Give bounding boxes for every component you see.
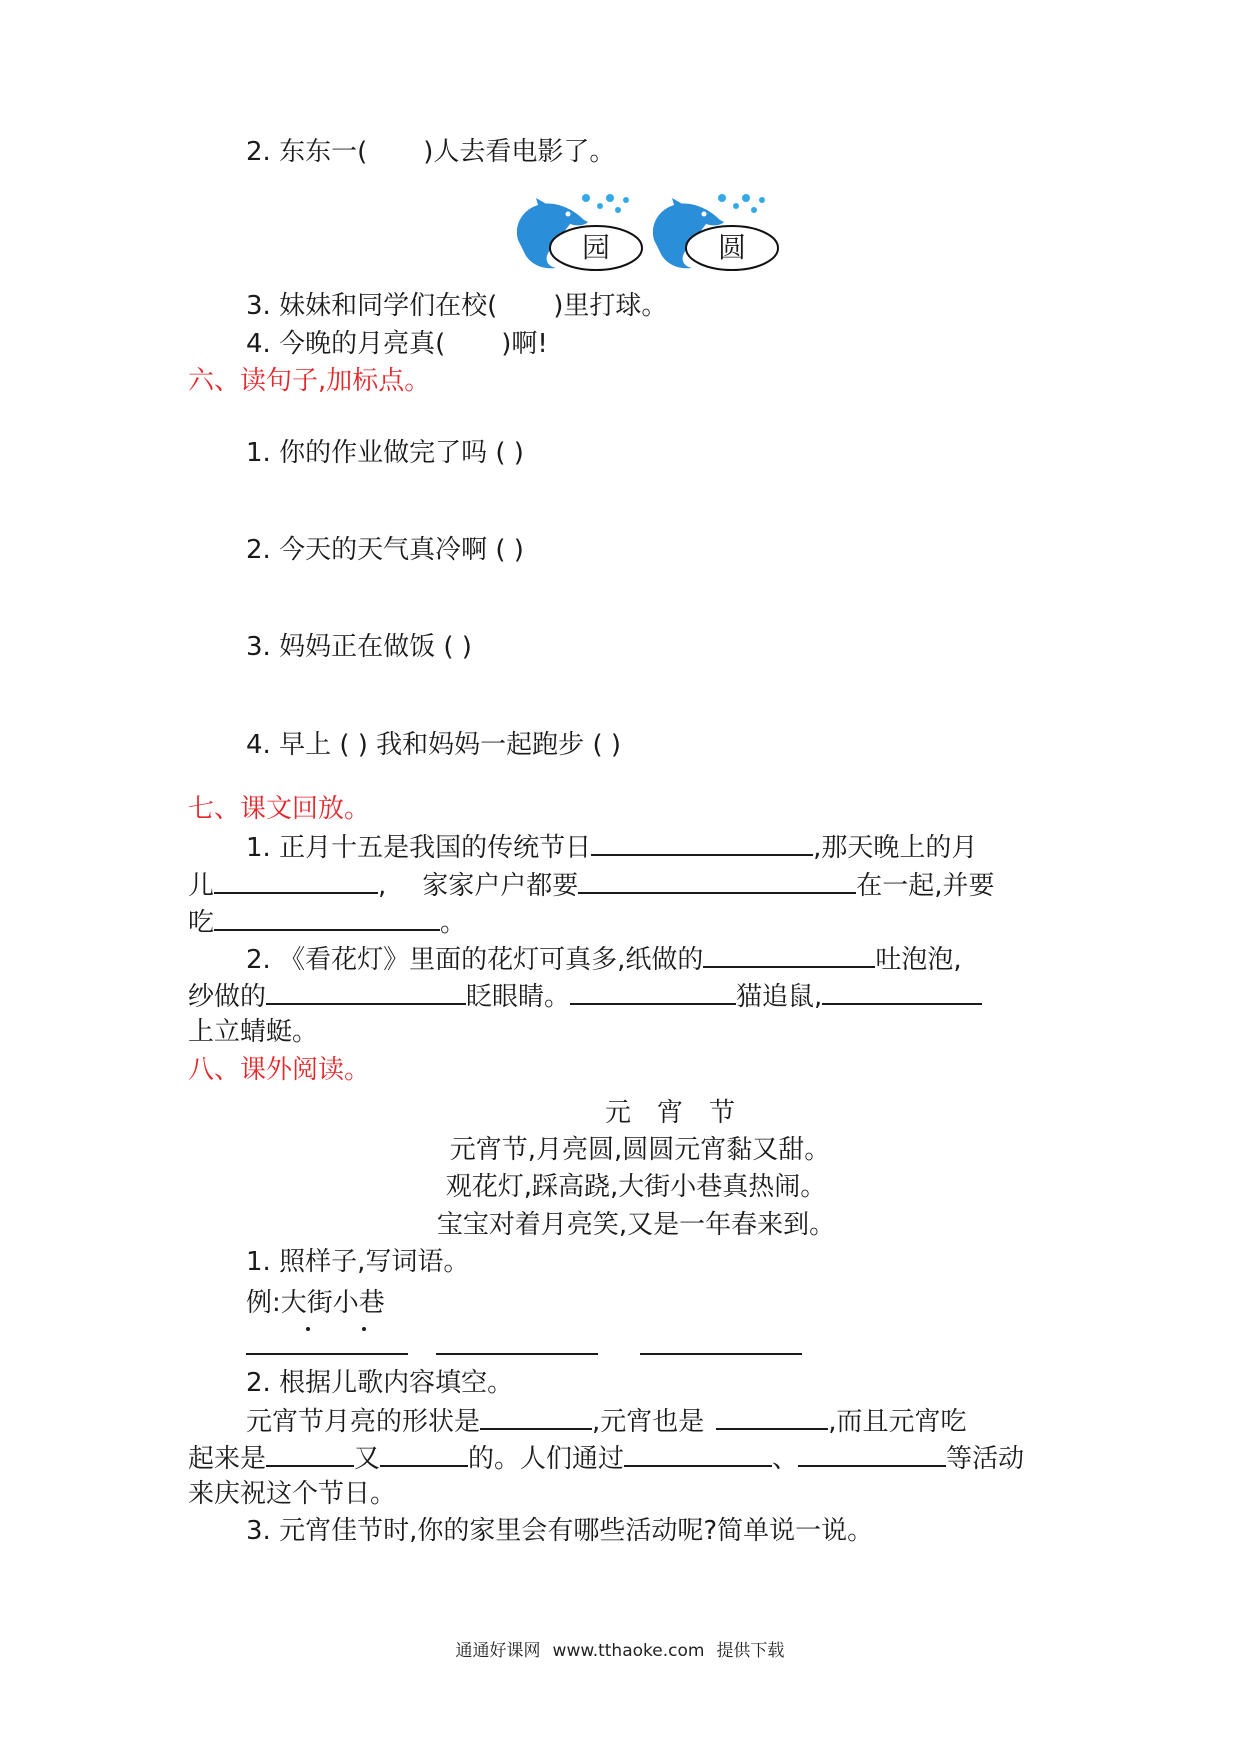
s8-q2-line-2: 起来是 又 的。人们通过 、 等活动 (188, 1439, 1024, 1477)
punctuation-blank[interactable]: ( ) (443, 632, 472, 662)
word-answer-line[interactable] (640, 1353, 802, 1355)
section-8-title: 八、课外阅读。 (188, 1055, 371, 1085)
s5-question-4: 4. 今晚的月亮真( )啊! (246, 329, 548, 359)
choice-1: 园 (581, 231, 610, 264)
s8-question-3: 3. 元宵佳节时,你的家里会有哪些活动呢?简单说一说。 (246, 1516, 874, 1546)
fill-blank[interactable] (703, 940, 875, 968)
punctuation-blank[interactable]: ( ) (339, 730, 368, 760)
fill-blank[interactable] (266, 977, 466, 1005)
fill-blank[interactable] (578, 866, 856, 894)
punctuation-blank[interactable]: ( ) (495, 438, 524, 468)
poem-line: 观花灯,踩高跷,大街小巷真热闹。 (445, 1172, 827, 1202)
s5-question-2: 2. 东东一( )人去看电影了。 (246, 137, 616, 167)
fill-blank[interactable] (822, 977, 982, 1005)
s7-line-2: 儿 , 家家户户都要 在一起,并要 (188, 866, 995, 904)
emphasis-dot (362, 1327, 366, 1331)
emphasis-dot (306, 1327, 310, 1331)
poem-line: 宝宝对着月亮笑,又是一年春来到。 (436, 1210, 836, 1240)
fill-blank[interactable] (798, 1439, 946, 1467)
s8-q2-line-3: 来庆祝这个节日。 (188, 1479, 397, 1509)
fill-blank[interactable] (570, 977, 736, 1005)
fill-blank[interactable] (480, 1402, 592, 1430)
punctuation-blank[interactable]: ( ) (495, 535, 524, 565)
footer-note: 提供下载 (716, 1641, 785, 1661)
fill-blank[interactable] (716, 1402, 828, 1430)
example-line: 例:大街小巷 (246, 1288, 385, 1318)
footer-site: 通通好课网 (455, 1641, 541, 1661)
choice-2: 圆 (717, 231, 746, 264)
fill-blank[interactable] (266, 1439, 354, 1467)
fill-blank[interactable] (214, 903, 440, 931)
s8-q2-line-1: 元宵节月亮的形状是 ,元宵也是 ,而且元宵吃 (246, 1402, 967, 1440)
s7-line-4: 2. 《看花灯》里面的花灯可真多,纸做的 吐泡泡, (246, 940, 962, 978)
fill-blank[interactable] (214, 866, 378, 894)
footer (0, 1636, 1240, 1661)
footer-url[interactable]: www.tthaoke.com (552, 1641, 705, 1661)
s6-question-2: 2. 今天的天气真冷啊 ( ) (246, 535, 524, 565)
fill-blank[interactable] (380, 1439, 468, 1467)
section-6-title: 六、读句子,加标点。 (188, 366, 431, 396)
s6-question-4: 4. 早上 ( ) 我和妈妈一起跑步 ( ) (246, 730, 622, 760)
punctuation-blank[interactable]: ( ) (592, 730, 622, 760)
poem-line: 元宵节,月亮圆,圆圆元宵黏又甜。 (449, 1135, 831, 1165)
s8-question-2: 2. 根据儿歌内容填空。 (246, 1368, 514, 1398)
section-7-title: 七、课文回放。 (188, 794, 371, 824)
word-answer-line[interactable] (436, 1353, 598, 1355)
s7-line-3: 吃 。 (188, 903, 466, 941)
s8-question-1: 1. 照样子,写词语。 (246, 1247, 470, 1277)
s7-line-6: 上立蜻蜓。 (188, 1017, 319, 1047)
word-answer-line[interactable] (246, 1353, 408, 1355)
s7-line-1: 1. 正月十五是我国的传统节日 ,那天晚上的月 (246, 828, 977, 866)
s6-question-1: 1. 你的作业做完了吗 ( ) (246, 438, 524, 468)
example-word: 大街小巷 (280, 1288, 385, 1318)
s6-question-3: 3. 妈妈正在做饭 ( ) (246, 632, 472, 662)
poem-title: 元 宵 节 (604, 1098, 735, 1128)
fill-blank[interactable] (591, 828, 813, 856)
fill-blank[interactable] (624, 1439, 772, 1467)
s5-question-3: 3. 妹妹和同学们在校( )里打球。 (246, 291, 668, 321)
s7-line-5: 纱做的 眨眼睛。 猫追鼠, (188, 977, 982, 1015)
